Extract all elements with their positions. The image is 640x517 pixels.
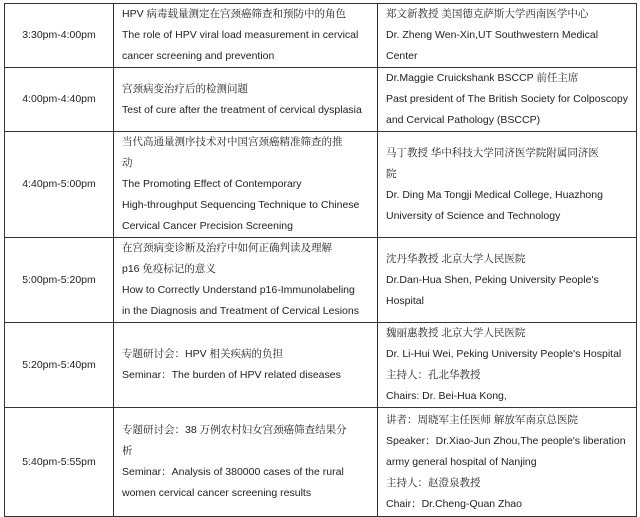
topic-line: 专题研讨会：38 万例农村妇女宫颈癌筛查结果分: [122, 424, 347, 436]
speaker-line: Past president of The British Society for Colposcopy: [386, 93, 629, 105]
speaker-line: 主持人：赵澄泉教授: [386, 476, 481, 489]
topic-cell: [114, 132, 378, 238]
topic-cell: [114, 408, 378, 517]
topic-line: cancer screening and prevention: [122, 50, 275, 62]
topic-line: The Promoting Effect of Contemporary: [122, 178, 302, 190]
time-cell: 5:00pm-5:20pm: [5, 238, 114, 323]
speaker-line: 马丁教授 华中科技大学同济医学院附属同济医: [386, 146, 599, 159]
topic-cell: [114, 68, 378, 132]
schedule-table: [4, 3, 637, 517]
topic-cell: [114, 4, 378, 68]
speaker-line: 魏丽惠教授 北京大学人民医院: [386, 327, 526, 339]
speaker-line: 讲者：周晓军主任医师 解放军南京总医院: [386, 413, 578, 426]
time-cell: 5:40pm-5:55pm: [5, 408, 114, 517]
topic-line: 当代高通量测序技术对中国宫颈癌精准筛查的推: [122, 136, 343, 148]
speaker-line: Speaker：Dr.Xiao-Jun Zhou,The people's liberation: [386, 434, 626, 447]
speaker-line: Center: [386, 50, 418, 62]
schedule-row: [5, 132, 637, 238]
speaker-line: Dr. Zheng Wen-Xin,UT Southwestern Medical: [386, 29, 599, 41]
speaker-cell: [378, 132, 637, 238]
topic-line: 宫颈病变治疗后的检测问题: [122, 82, 248, 95]
topic-line: Seminar：Analysis of 380000 cases of the rural: [122, 466, 344, 478]
speaker-line: 郑文新教授 美国德克萨斯大学西南医学中心: [386, 8, 589, 20]
time-cell: 4:00pm-4:40pm: [5, 68, 114, 132]
topic-line: in the Diagnosis and Treatment of Cervical Lesions: [122, 305, 359, 317]
topic-line: 动: [122, 157, 133, 169]
time-cell: 5:20pm-5:40pm: [5, 323, 114, 408]
speaker-cell: [378, 323, 637, 408]
speaker-line: Dr. Li-Hui Wei, Peking University People's Hospital: [386, 348, 622, 360]
speaker-line: 主持人：孔北华教授: [386, 369, 481, 381]
speaker-line: Chair：Dr.Cheng-Quan Zhao: [386, 497, 522, 510]
schedule-row: [5, 68, 637, 132]
topic-line: 在宫颈病变诊断及治疗中如何正确判读及理解: [122, 242, 332, 254]
speaker-line: Chairs: Dr. Bei-Hua Kong,: [386, 390, 507, 402]
topic-line: 专题研讨会：HPV 相关疾病的负担: [122, 348, 284, 360]
speaker-line: and Cervical Pathology (BSCCP): [386, 114, 541, 126]
speaker-cell: [378, 238, 637, 323]
schedule-row: [5, 238, 637, 323]
speaker-line: Hospital: [386, 294, 424, 307]
topic-line: HPV 病毒载量测定在宫颈癌筛查和预防中的角色: [122, 8, 347, 20]
topic-line: Test of cure after the treatment of cervical dysplasia: [122, 103, 362, 116]
speaker-line: 沈丹华教授 北京大学人民医院: [386, 252, 526, 265]
topic-line: High-throughput Sequencing Technique to Chinese: [122, 199, 360, 211]
speaker-cell: [378, 4, 637, 68]
topic-line: The role of HPV viral load measurement in cervical: [122, 29, 359, 41]
topic-line: Cervical Cancer Precision Screening: [122, 220, 293, 232]
topic-line: How to Correctly Understand p16-Immunolabeling: [122, 284, 355, 296]
speaker-cell: [378, 408, 637, 517]
topic-line: women cervical cancer screening results: [122, 487, 312, 499]
speaker-line: Dr.Maggie Cruickshank BSCCP 前任主席: [386, 72, 579, 84]
topic-line: p16 免疫标记的意义: [122, 263, 216, 275]
topic-cell: [114, 323, 378, 408]
topic-cell: [114, 238, 378, 323]
time-cell: 4:40pm-5:00pm: [5, 132, 114, 238]
speaker-line: army general hospital of Nanjing: [386, 455, 537, 468]
speaker-line: University of Science and Technology: [386, 209, 561, 222]
topic-line: 析: [122, 445, 133, 457]
speaker-cell: [378, 68, 637, 132]
time-cell: 3:30pm-4:00pm: [5, 4, 114, 68]
schedule-row: [5, 323, 637, 408]
speaker-line: Dr.Dan-Hua Shen, Peking University People's: [386, 273, 599, 286]
schedule-row: [5, 408, 637, 517]
speaker-line: Dr. Ding Ma Tongji Medical College, Huazhong: [386, 188, 603, 201]
schedule-row: [5, 4, 637, 68]
speaker-line: 院: [386, 167, 397, 180]
topic-line: Seminar：The burden of HPV related diseases: [122, 369, 341, 381]
